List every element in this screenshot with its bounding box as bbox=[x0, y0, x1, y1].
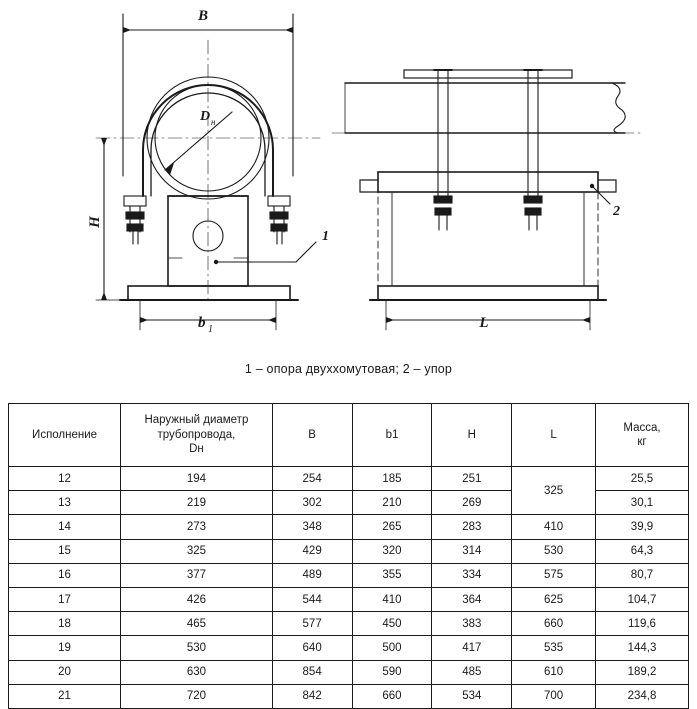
cell-outer-diameter: 720 bbox=[121, 684, 273, 708]
cell-b1: 185 bbox=[352, 467, 432, 491]
header-l: L bbox=[512, 404, 596, 467]
label-h: H bbox=[87, 216, 103, 228]
dim-arrow-h-top bbox=[101, 138, 107, 146]
cell-mass: 25,5 bbox=[596, 467, 689, 491]
label-dn: D bbox=[200, 109, 211, 124]
header-b: B bbox=[272, 404, 352, 467]
clamp-right-plate bbox=[268, 196, 290, 206]
header-dn-line2: трубопровода, bbox=[157, 428, 236, 441]
cell-mass: 80,7 bbox=[596, 563, 689, 587]
cell-ispolnenie: 16 bbox=[9, 563, 121, 587]
cell-mass: 104,7 bbox=[596, 587, 689, 611]
cell-l: 530 bbox=[512, 539, 596, 563]
base-plate-side bbox=[378, 286, 598, 300]
cell-outer-diameter: 426 bbox=[121, 587, 273, 611]
cell-h: 251 bbox=[432, 467, 512, 491]
callout-2-dot bbox=[590, 184, 594, 188]
cell-outer-diameter: 219 bbox=[121, 491, 273, 515]
dim-arrow-b1-left bbox=[140, 317, 148, 323]
table-row bbox=[9, 684, 689, 708]
cell-b1: 500 bbox=[352, 636, 432, 660]
header-mass-line1: Масса, bbox=[623, 421, 661, 434]
bolt-left-nut-1 bbox=[126, 212, 144, 219]
cell-l: 535 bbox=[512, 636, 596, 660]
cell-h: 417 bbox=[432, 636, 512, 660]
header-b1: b1 bbox=[352, 404, 432, 467]
clamp-left-plate bbox=[124, 196, 146, 206]
upper-frame-beam bbox=[378, 172, 598, 192]
cell-outer-diameter: 194 bbox=[121, 467, 273, 491]
cell-b: 854 bbox=[272, 660, 352, 684]
cell-ispolnenie: 17 bbox=[9, 587, 121, 611]
cell-ispolnenie: 14 bbox=[9, 515, 121, 539]
dim-arrow-right bbox=[285, 27, 293, 33]
table-row bbox=[9, 587, 689, 611]
cell-b: 640 bbox=[272, 636, 352, 660]
label-b: B bbox=[197, 8, 209, 24]
callout-2-leader bbox=[592, 186, 610, 204]
table-row bbox=[9, 660, 689, 684]
label-l: L bbox=[479, 315, 489, 331]
pipe-break-right bbox=[612, 83, 625, 133]
cell-outer-diameter: 465 bbox=[121, 612, 273, 636]
ubolt-1-nut-2 bbox=[435, 208, 451, 215]
cell-ispolnenie: 21 bbox=[9, 684, 121, 708]
cell-l: 575 bbox=[512, 563, 596, 587]
table-row bbox=[9, 636, 689, 660]
dim-arrow-l-left bbox=[386, 317, 394, 323]
cell-mass: 144,3 bbox=[596, 636, 689, 660]
dimensions-table-body bbox=[9, 467, 689, 709]
label-b1: b bbox=[198, 315, 206, 331]
dim-arrow-dn-line bbox=[165, 112, 232, 170]
cell-mass: 39,9 bbox=[596, 515, 689, 539]
cell-b: 842 bbox=[272, 684, 352, 708]
cell-b1: 265 bbox=[352, 515, 432, 539]
cell-h: 383 bbox=[432, 612, 512, 636]
callout-1-dot bbox=[214, 260, 218, 264]
lower-frame-hidden bbox=[378, 192, 598, 286]
cell-h: 485 bbox=[432, 660, 512, 684]
cell-b1: 590 bbox=[352, 660, 432, 684]
cell-b1: 660 bbox=[352, 684, 432, 708]
cell-outer-diameter: 630 bbox=[121, 660, 273, 684]
cell-mass: 189,2 bbox=[596, 660, 689, 684]
table-row bbox=[9, 612, 689, 636]
cell-b: 577 bbox=[272, 612, 352, 636]
cell-mass: 64,3 bbox=[596, 539, 689, 563]
bolt-left-nut-2 bbox=[127, 224, 143, 231]
cell-b1: 210 bbox=[352, 491, 432, 515]
cell-b1: 450 bbox=[352, 612, 432, 636]
cell-outer-diameter: 530 bbox=[121, 636, 273, 660]
label-b1-sub: 1 bbox=[208, 324, 213, 335]
cell-b: 254 bbox=[272, 467, 352, 491]
cell-ispolnenie: 19 bbox=[9, 636, 121, 660]
dimensions-table bbox=[8, 403, 689, 709]
header-dn-line1: Наружный диаметр bbox=[144, 414, 249, 427]
cell-b: 348 bbox=[272, 515, 352, 539]
cell-h: 269 bbox=[432, 491, 512, 515]
cell-ispolnenie: 13 bbox=[9, 491, 121, 515]
cell-ispolnenie: 15 bbox=[9, 539, 121, 563]
cell-ispolnenie: 12 bbox=[9, 467, 121, 491]
cell-mass: 234,8 bbox=[596, 684, 689, 708]
dimensions-table-wrap bbox=[8, 403, 689, 709]
cell-b: 489 bbox=[272, 563, 352, 587]
dim-arrow-b1-right bbox=[268, 317, 276, 323]
bolt-right-nut-1 bbox=[270, 212, 288, 219]
callout-1-label: 1 bbox=[322, 229, 329, 244]
ubolt-2-nut-1 bbox=[524, 196, 542, 203]
cell-h: 314 bbox=[432, 539, 512, 563]
ubolt-2-nut-2 bbox=[525, 208, 541, 215]
cell-ispolnenie: 18 bbox=[9, 612, 121, 636]
ubolt-1-nut-1 bbox=[434, 196, 452, 203]
header-ispolnenie: Исполнение bbox=[9, 404, 121, 467]
cell-b1: 320 bbox=[352, 539, 432, 563]
table-header-row bbox=[9, 404, 689, 467]
cell-outer-diameter: 377 bbox=[121, 563, 273, 587]
header-dn-line3: Dн bbox=[189, 443, 204, 456]
cell-b: 302 bbox=[272, 491, 352, 515]
header-outer-diameter bbox=[121, 404, 273, 467]
table-row bbox=[9, 467, 689, 491]
bolt-right-nut-2 bbox=[271, 224, 287, 231]
cell-h: 534 bbox=[432, 684, 512, 708]
cell-b: 544 bbox=[272, 587, 352, 611]
cell-outer-diameter: 273 bbox=[121, 515, 273, 539]
cell-ispolnenie: 20 bbox=[9, 660, 121, 684]
callout-1-leader-diagonal bbox=[296, 242, 316, 262]
dim-arrow-h-bottom bbox=[101, 292, 107, 300]
figure-caption: 1 – опора двуххомутовая; 2 – упор bbox=[244, 362, 453, 376]
cell-outer-diameter: 325 bbox=[121, 539, 273, 563]
table-row bbox=[9, 539, 689, 563]
header-mass bbox=[596, 404, 689, 467]
cell-l: 325 bbox=[512, 467, 596, 515]
cell-h: 283 bbox=[432, 515, 512, 539]
cell-b1: 410 bbox=[352, 587, 432, 611]
cell-l: 660 bbox=[512, 612, 596, 636]
dim-arrow-l-right bbox=[582, 317, 590, 323]
table-row bbox=[9, 563, 689, 587]
base-plate bbox=[128, 286, 290, 300]
cell-h: 364 bbox=[432, 587, 512, 611]
cell-h: 334 bbox=[432, 563, 512, 587]
table-row bbox=[9, 515, 689, 539]
cell-mass: 30,1 bbox=[596, 491, 689, 515]
cell-b: 429 bbox=[272, 539, 352, 563]
cell-l: 625 bbox=[512, 587, 596, 611]
callout-2-label: 2 bbox=[613, 204, 620, 219]
cell-l: 410 bbox=[512, 515, 596, 539]
dim-arrow-dn-head bbox=[165, 163, 174, 175]
label-dn-sub: н bbox=[211, 117, 216, 127]
cell-l: 610 bbox=[512, 660, 596, 684]
header-h: H bbox=[432, 404, 512, 467]
dim-arrow-left bbox=[123, 27, 131, 33]
header-mass-line2: кг bbox=[637, 436, 647, 448]
cell-l: 700 bbox=[512, 684, 596, 708]
cell-mass: 119,6 bbox=[596, 612, 689, 636]
cell-b1: 355 bbox=[352, 563, 432, 587]
top-cross-plate bbox=[404, 70, 572, 78]
